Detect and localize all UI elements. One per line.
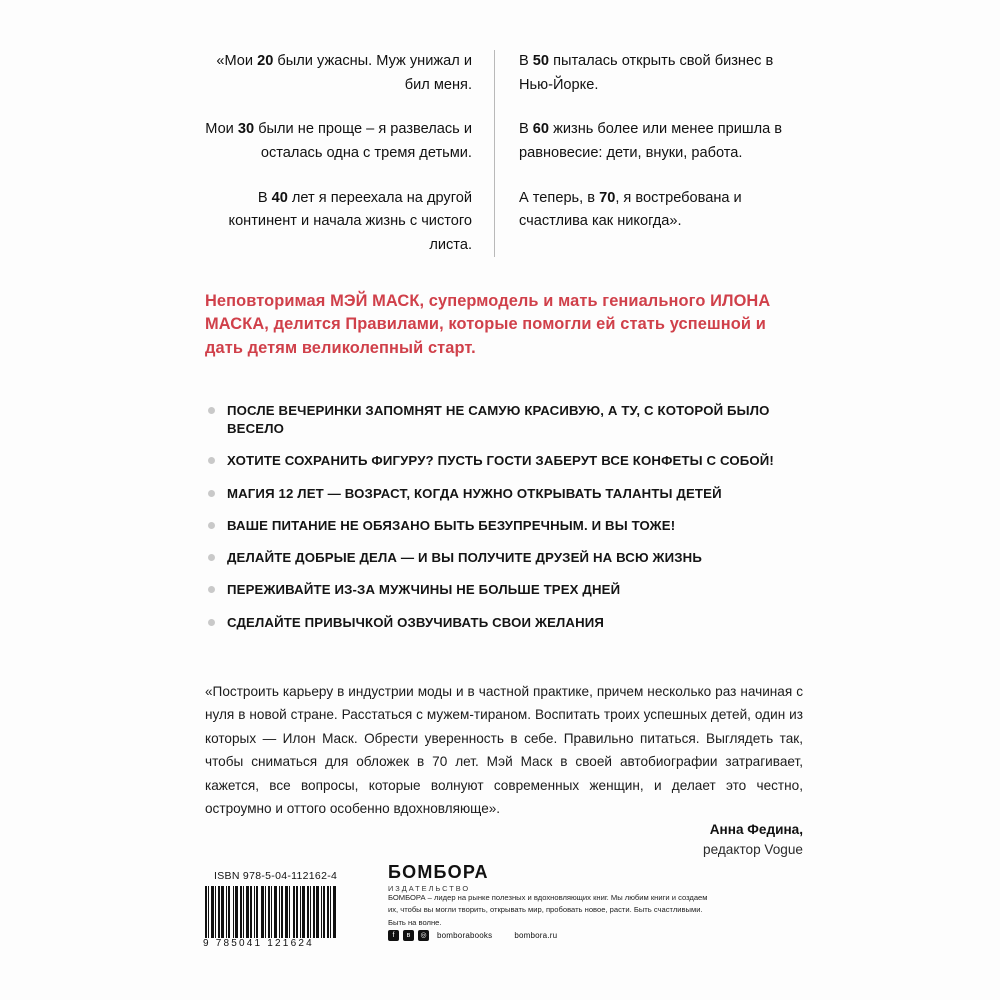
- barcode-digits: 9 785041 121624: [203, 938, 314, 949]
- review-author-role: редактор Vogue: [703, 842, 803, 858]
- publisher-sub: ИЗДАТЕЛЬСТВО: [388, 884, 471, 893]
- instagram-icon[interactable]: ◎: [418, 930, 429, 941]
- quote-block: В 60 жизнь более или менее пришла в равновесие: дети, внуки, работа.: [519, 121, 783, 161]
- list-item: [205, 581, 815, 599]
- footer: [0, 860, 1000, 1000]
- bullet-dot-icon: [208, 619, 215, 626]
- list-item: [205, 549, 815, 567]
- intro-paragraph: Неповторимая МЭЙ МАСК, супермодель и мать гениального ИЛОНА МАСКА, делится Правилами, которые помогли ей стать успешной и дать детям великолепный старт.: [205, 292, 771, 357]
- bullet-dot-icon: [208, 490, 215, 497]
- isbn-text: ISBN 978-5-04-112162-4: [214, 870, 338, 882]
- quote-block: В 40 лет я переехала на другой континент и начала жизнь с чистого листа.: [228, 189, 472, 253]
- list-item-label: ВАШЕ ПИТАНИЕ НЕ ОБЯЗАНО БЫТЬ БЕЗУПРЕЧНЫМ. И ВЫ ТОЖЕ!: [227, 517, 676, 533]
- list-item-label: ДЕЛАЙТЕ ДОБРЫЕ ДЕЛА — И ВЫ ПОЛУЧИТЕ ДРУЗЕЙ НА ВСЮ ЖИЗНЬ: [227, 550, 702, 566]
- list-item: [205, 517, 815, 535]
- quotes-left-column: [205, 50, 495, 257]
- list-item-label: СДЕЛАЙТЕ ПРИВЫЧКОЙ ОЗВУЧИВАТЬ СВОИ ЖЕЛАНИЯ: [227, 614, 605, 630]
- list-item-label: ПЕРЕЖИВАЙТЕ ИЗ-ЗА МУЖЧИНЫ НЕ БОЛЬШЕ ТРЕХ ДНЕЙ: [227, 582, 621, 598]
- website-link[interactable]: bombora.ru: [514, 931, 558, 940]
- highlights-list: [205, 402, 815, 632]
- list-item-label: ХОТИТЕ СОХРАНИТЬ ФИГУРУ? ПУСТЬ ГОСТИ ЗАБЕРУТ ВСЕ КОНФЕТЫ С СОБОЙ!: [227, 453, 774, 469]
- review-text: «Построить карьеру в индустрии моды и в частной практике, причем несколько раз начиная с нуля в новой стране. Расстаться с мужем-тираном. Воспитать троих успешных детей, один из которых — Илон Маск. Обрести уверенность в себе. Правильно питаться. Выглядеть так, чтобы сниматься для обложек в 70 лет. Мэй Маск в своей автобиографии затрагивает, кажется, все вопросы, которые волнуют современных женщин, и делает это честно, остроумно и оттого особенно вдохновляюще».: [205, 684, 803, 816]
- review-author-name: Анна Федина,: [709, 822, 803, 837]
- list-item: [205, 614, 815, 632]
- publisher-blurb: БОМБОРА – лидер на рынке полезных и вдохновляющих книг. Мы любим книги и создаем их, чтобы вы могли творить, открывать мир, пробовать новое, расти. Быть счастливыми. Быть на волне.: [388, 893, 708, 927]
- list-item-label: МАГИЯ 12 ЛЕТ — ВОЗРАСТ, КОГДА НУЖНО ОТКРЫВАТЬ ТАЛАНТЫ ДЕТЕЙ: [227, 485, 722, 501]
- bullet-dot-icon: [208, 522, 215, 529]
- review-author: [205, 820, 803, 861]
- vk-icon[interactable]: в: [403, 930, 414, 941]
- list-item-label: ПОСЛЕ ВЕЧЕРИНКИ ЗАПОМНЯТ НЕ САМУЮ КРАСИВУЮ, А ТУ, С КОТОРОЙ БЫЛО ВЕСЕЛО: [227, 403, 770, 437]
- publisher-logo: [388, 862, 489, 893]
- quotes-right-column: [495, 50, 805, 257]
- list-item: [205, 402, 815, 438]
- social-links: [388, 930, 557, 941]
- bullet-dot-icon: [208, 586, 215, 593]
- publisher-name: БОМБОРА: [388, 862, 489, 882]
- list-item: [205, 452, 815, 470]
- quote-block: Мои 30 были не проще – я развелась и осталась одна с тремя детьми.: [205, 121, 472, 161]
- facebook-icon[interactable]: f: [388, 930, 399, 941]
- bullet-dot-icon: [208, 457, 215, 464]
- quotes-section: [205, 50, 805, 257]
- quote-block: В 50 пыталась открыть свой бизнес в Нью-Йорке.: [519, 53, 774, 93]
- barcode-image: [205, 886, 380, 938]
- bullet-dot-icon: [208, 554, 215, 561]
- quote-block: А теперь, в 70, я востребована и счастлива как никогда».: [519, 189, 742, 230]
- quote-block: «Мои 20 были ужасны. Муж унижал и бил меня.: [216, 53, 472, 93]
- bullet-dot-icon: [208, 407, 215, 414]
- list-item: [205, 485, 815, 503]
- social-handle[interactable]: bomborabooks: [437, 931, 493, 940]
